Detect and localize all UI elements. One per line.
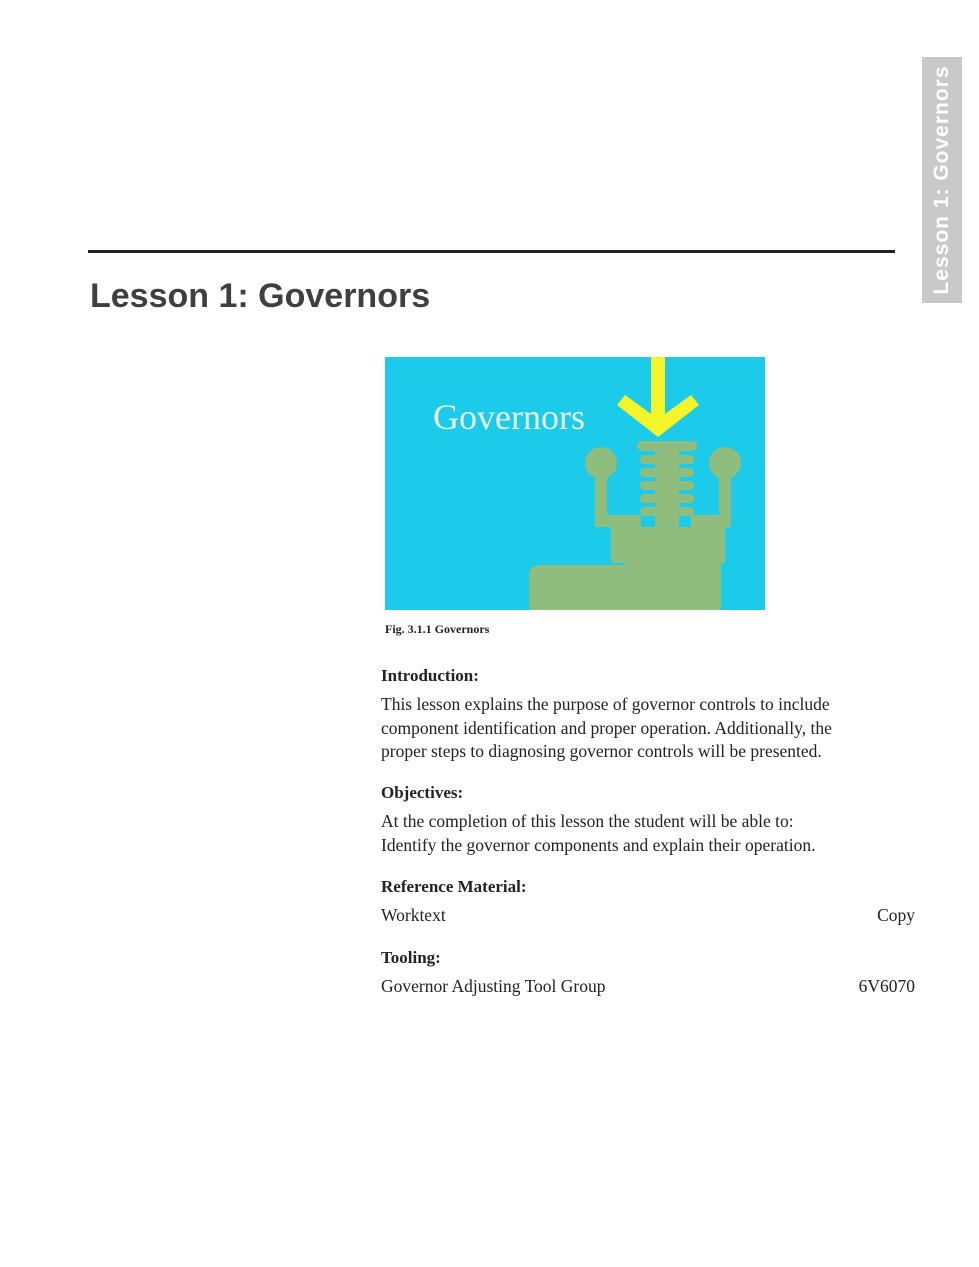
governor-figure	[385, 357, 765, 610]
introduction-heading: Introduction:	[381, 666, 479, 685]
objectives-text	[381, 810, 921, 857]
title-rule	[88, 250, 895, 253]
introduction-line: This lesson explains the purpose of governor controls to include	[381, 694, 830, 714]
governor-illustration	[385, 357, 765, 610]
reference-item: Worktext	[381, 905, 446, 925]
reference-value: Copy	[877, 905, 915, 925]
governor-mechanism	[529, 441, 741, 610]
figure-title-text: Governors	[433, 397, 585, 437]
tooling-part-number: 6V6070	[858, 976, 915, 996]
side-tab-label: Lesson 1: Governors	[930, 65, 953, 295]
reference-section	[381, 876, 921, 927]
introduction-line: component identification and proper operation. Additionally, the	[381, 717, 832, 738]
reference-row	[381, 904, 915, 927]
reference-heading: Reference Material:	[381, 877, 527, 896]
figure-caption: Fig. 3.1.1 Governors	[385, 622, 490, 636]
objectives-section	[381, 782, 921, 857]
tooling-item: Governor Adjusting Tool Group	[381, 976, 606, 996]
tooling-heading: Tooling:	[381, 948, 441, 967]
downward-arrow-icon	[617, 357, 699, 437]
introduction-line: proper steps to diagnosing governor controls will be presented.	[381, 741, 822, 761]
objectives-line: Identify the governor components and explain their operation.	[381, 834, 816, 855]
objectives-line: At the completion of this lesson the student will be able to:	[381, 811, 794, 831]
tooling-section	[381, 947, 921, 998]
tooling-row	[381, 975, 915, 998]
introduction-section	[381, 665, 921, 764]
page-title: Lesson 1: Governors	[90, 277, 431, 315]
side-tab	[922, 57, 962, 303]
objectives-heading: Objectives:	[381, 783, 464, 802]
introduction-text	[381, 693, 921, 764]
